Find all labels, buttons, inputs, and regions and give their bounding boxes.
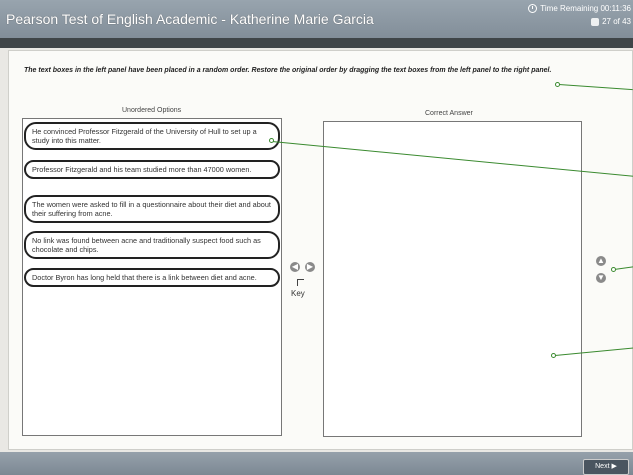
question-count-icon (591, 18, 599, 26)
question-counter (591, 17, 631, 26)
title-bar (0, 0, 633, 38)
option-item[interactable]: The women were asked to fill in a questionnaire about their diet and about their suffering from acne. (24, 195, 280, 223)
callout-dot (269, 138, 274, 143)
arrow-right-icon: ▶ (306, 262, 314, 271)
arrow-left-icon: ◀ (291, 262, 299, 271)
next-button[interactable]: Next ▶ (583, 459, 629, 475)
timer-text: Time Remaining 00:11:36 (540, 4, 631, 13)
correct-answer-panel[interactable] (323, 121, 582, 437)
move-right-button[interactable] (305, 262, 315, 272)
option-item[interactable]: Doctor Byron has long held that there is a link between diet and acne. (24, 268, 280, 287)
arrow-down-icon: ▼ (597, 273, 605, 282)
unordered-options-heading: Unordered Options (122, 107, 182, 114)
option-item[interactable]: He convinced Professor Fitzgerald of the University of Hull to set up a study into this matter. (24, 122, 280, 150)
callout-dot (555, 82, 560, 87)
move-left-button[interactable] (290, 262, 300, 272)
move-down-button[interactable] (596, 273, 606, 283)
option-item[interactable]: No link was found between acne and traditionally suspect food such as chocolate and chips. (24, 231, 280, 259)
callout-dot (611, 267, 616, 272)
toolbar-strip (0, 38, 633, 48)
instruction-text: The text boxes in the left panel have been placed in a random order. Restore the original order by dragging the text boxes from the left panel to the right panel. (24, 67, 552, 74)
correct-answer-heading: Correct Answer (425, 110, 473, 117)
clock-icon (528, 4, 537, 13)
question-count-text: 27 of 43 (602, 17, 631, 26)
key-label: Key (291, 289, 305, 298)
bottom-bar (0, 452, 633, 475)
arrow-up-icon: ▲ (597, 256, 605, 265)
time-remaining (528, 4, 631, 13)
option-item[interactable]: Professor Fitzgerald and his team studied more than 47000 women. (24, 160, 280, 179)
key-checkbox[interactable] (297, 279, 304, 286)
window-title: Pearson Test of English Academic - Katherine Marie Garcia (6, 11, 374, 27)
move-up-button[interactable] (596, 256, 606, 266)
callout-dot (551, 353, 556, 358)
